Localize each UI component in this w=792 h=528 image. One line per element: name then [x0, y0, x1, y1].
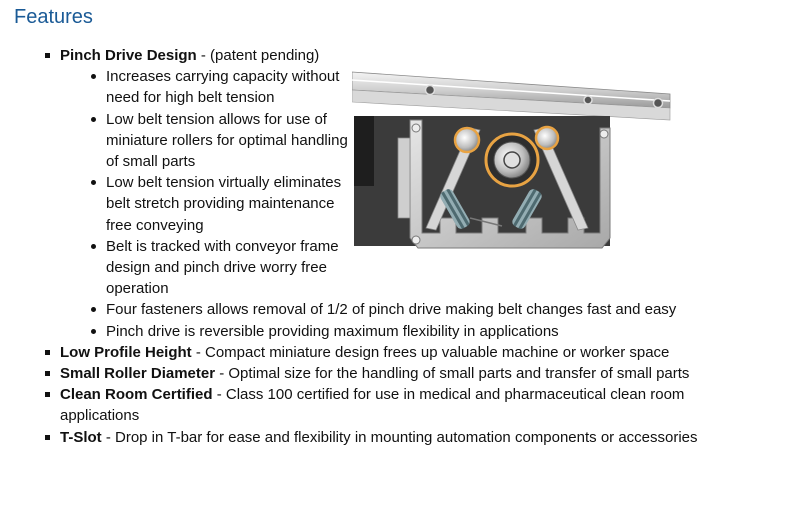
feature-description: - (patent pending): [196, 47, 320, 64]
feature-item-t-slot: [40, 427, 740, 448]
section-heading: Features: [14, 6, 93, 28]
feature-term: Clean Room Certified: [60, 386, 213, 404]
feature-term: T-Slot: [60, 428, 102, 446]
feature-description: - Optimal size for the handling of small parts and transfer of small parts: [215, 365, 690, 383]
sub-list-item: Low belt tension virtually eliminates belt stretch providing maintenance free conveying: [60, 172, 352, 236]
feature-item-low-profile: [40, 342, 740, 363]
sub-list-item: Increases carrying capacity without need for high belt tension: [60, 66, 352, 108]
sub-list-item: Low belt tension allows for use of miniature rollers for optimal handling of small parts: [60, 109, 352, 173]
feature-term: Low Profile Height: [60, 343, 192, 361]
pinch-drive-illustration: [352, 68, 672, 263]
feature-description: - Class 100 certified for use in medical and pharmaceutical clean room applications: [60, 386, 685, 425]
feature-term: Pinch Drive Design: [60, 47, 197, 64]
feature-item-small-roller: [40, 363, 740, 384]
top-rail: [352, 72, 670, 120]
feature-description: - Compact miniature design frees up valuable machine or worker space: [191, 343, 670, 361]
feature-item-clean-room: [40, 384, 740, 426]
feature-term: Small Roller Diameter: [60, 365, 216, 383]
sub-list-item: Pinch drive is reversible providing maximum flexibility in applications: [60, 321, 740, 342]
sub-list-item: Four fasteners allows removal of 1/2 of pinch drive making belt changes fast and easy: [60, 299, 740, 320]
sub-list-item: Belt is tracked with conveyor frame design and pinch drive worry free operation: [60, 236, 352, 300]
feature-description: - Drop in T-bar for ease and flexibility in mounting automation components or accessories: [101, 428, 698, 446]
